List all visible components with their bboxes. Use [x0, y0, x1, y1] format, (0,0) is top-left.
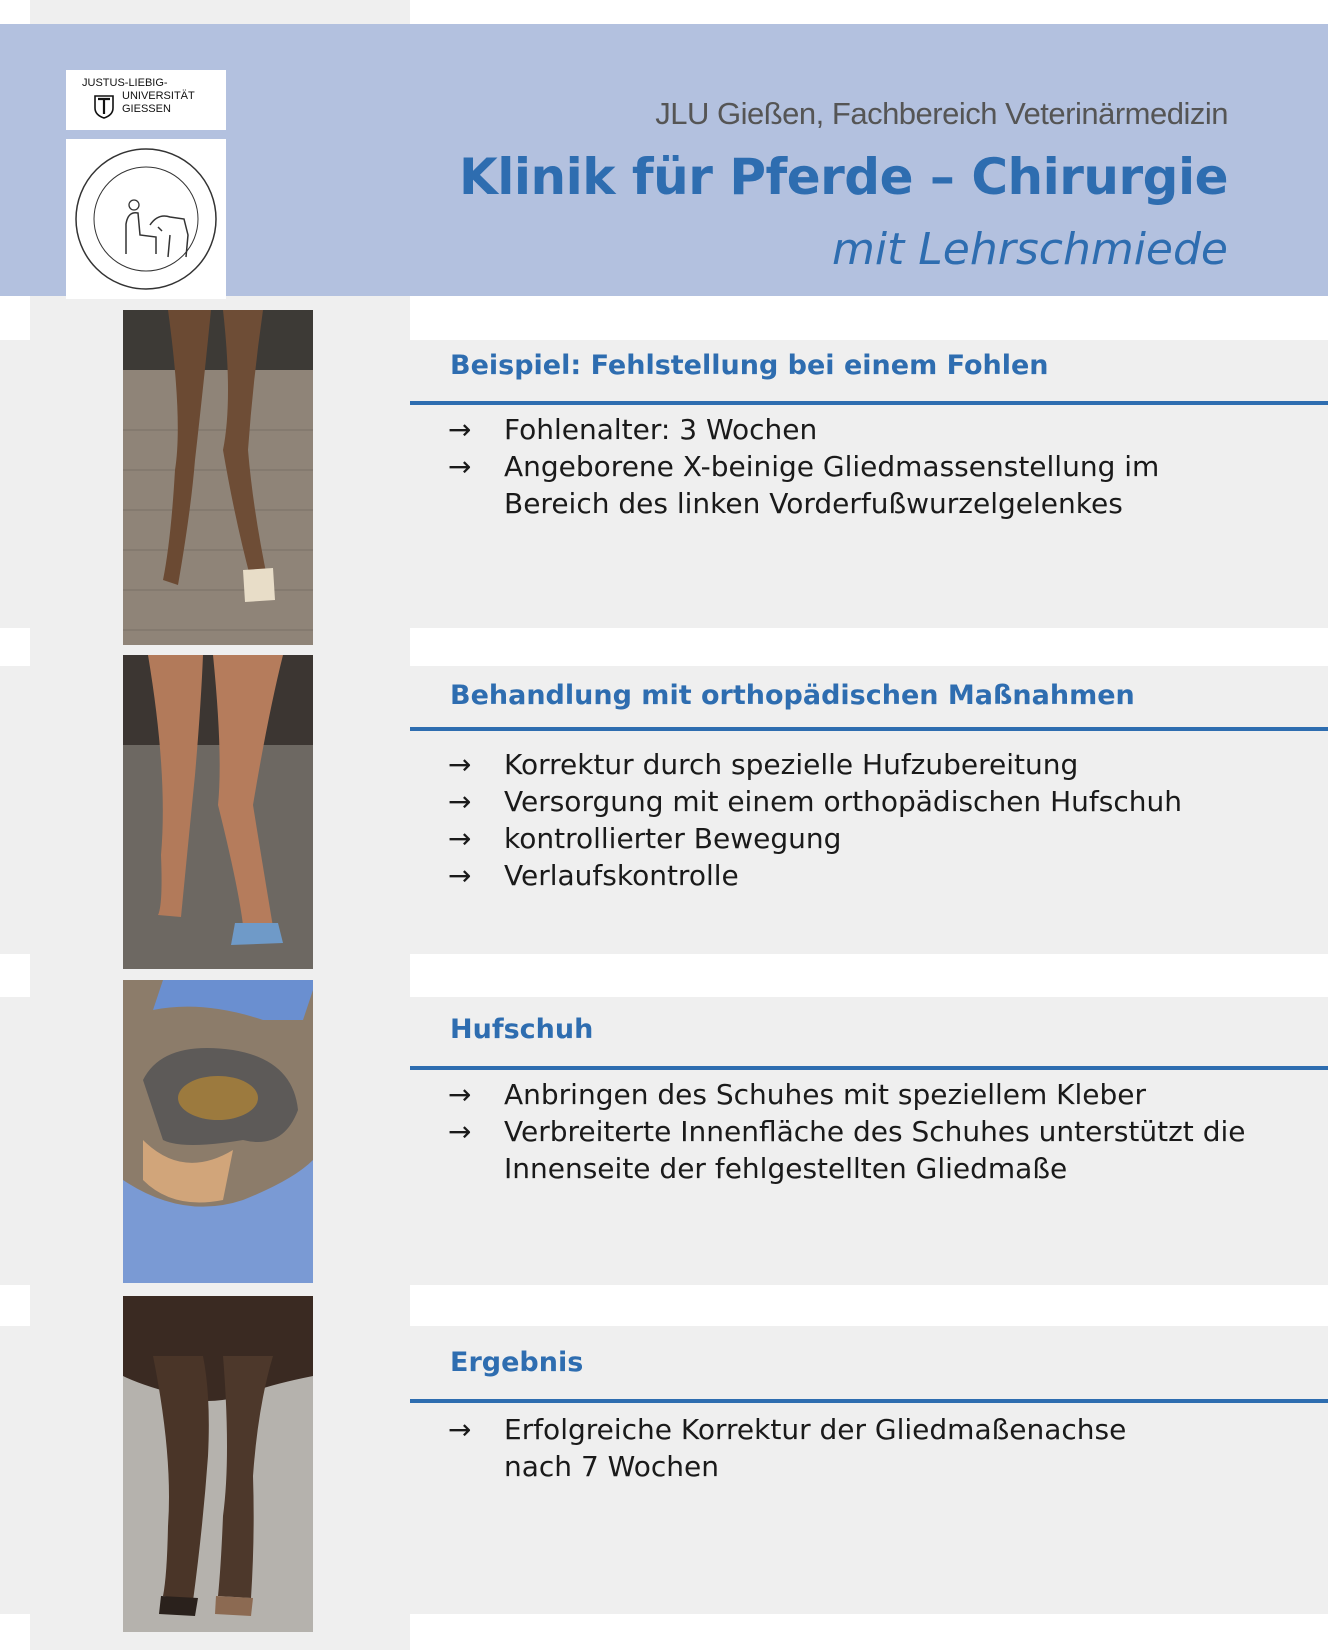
section-divider — [410, 401, 1328, 405]
hoof-shoe-photo — [123, 980, 313, 1283]
list-item: → Angeborene X-beinige Gliedmassenstellung im Bereich des linken Vorderfußwurzelgelenkes — [448, 450, 1160, 520]
list-item: → Verlaufskontrolle — [448, 859, 739, 892]
section-list-result — [448, 1411, 1126, 1485]
logo-line-3: GIESSEN — [122, 103, 171, 115]
arrow-right-icon: → — [448, 413, 472, 446]
foal-legs-treatment-photo — [123, 655, 313, 969]
list-item: → Verbreiterte Innenfläche des Schuhes unterstützt die Innenseite der fehlgestellten Gliedmaße — [448, 1115, 1246, 1185]
university-logo — [66, 70, 226, 130]
list-item: → kontrollierter Bewegung — [448, 822, 842, 855]
arrow-right-icon: → — [448, 748, 472, 781]
logo-line-2: UNIVERSITÄT — [122, 90, 195, 102]
list-item: → Versorgung mit einem orthopädischen Hufschuh — [448, 785, 1182, 818]
list-item: → Korrektur durch spezielle Hufzubereitung — [448, 748, 1079, 781]
arrow-right-icon: → — [448, 822, 472, 855]
section-heading-example: Beispiel: Fehlstellung bei einem Fohlen — [450, 350, 1049, 381]
logo-line-1: JUSTUS-LIEBIG- — [82, 77, 168, 89]
section-divider — [410, 1399, 1328, 1403]
arrow-right-icon: → — [448, 450, 472, 483]
arrow-right-icon: → — [448, 859, 472, 892]
institution-name: JLU Gießen, Fachbereich Veterinärmedizin — [655, 96, 1228, 131]
faculty-seal — [66, 139, 226, 299]
section-list-treatment — [448, 746, 1182, 894]
section-list-example — [448, 411, 1159, 522]
section-list-hoof-shoe — [448, 1076, 1245, 1187]
foal-legs-result-photo — [123, 1296, 313, 1632]
list-item: → Erfolgreiche Korrektur der Gliedmaßenachse nach 7 Wochen — [448, 1413, 1127, 1483]
section-divider — [410, 727, 1328, 731]
arrow-right-icon: → — [448, 1413, 472, 1446]
list-item: → Anbringen des Schuhes mit speziellem Kleber — [448, 1078, 1147, 1111]
page-subtitle: mit Lehrschmiede — [831, 224, 1228, 275]
section-divider — [410, 1066, 1328, 1070]
arrow-right-icon: → — [448, 1115, 472, 1148]
header-banner — [0, 24, 1328, 296]
arrow-right-icon: → — [448, 1078, 472, 1111]
university-shield-icon — [94, 95, 114, 119]
list-item: → Fohlenalter: 3 Wochen — [448, 413, 818, 446]
section-heading-treatment: Behandlung mit orthopädischen Maßnahmen — [450, 680, 1135, 711]
faculty-seal-icon — [66, 139, 226, 299]
foal-legs-before-photo — [123, 310, 313, 645]
section-heading-hoof-shoe: Hufschuh — [450, 1014, 594, 1045]
arrow-right-icon: → — [448, 785, 472, 818]
section-heading-result: Ergebnis — [450, 1347, 584, 1378]
page-title: Klinik für Pferde – Chirurgie — [459, 148, 1228, 206]
